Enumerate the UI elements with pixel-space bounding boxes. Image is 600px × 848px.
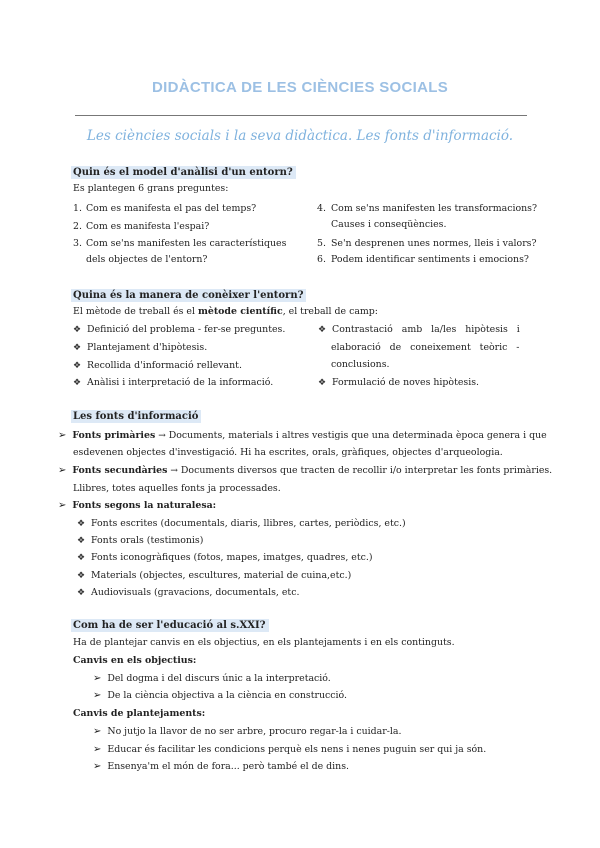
arrow-bullet-icon: ➢ bbox=[93, 673, 102, 684]
primary-sources-item bbox=[58, 430, 547, 442]
list-item bbox=[77, 518, 406, 530]
list-item-text: De la ciència objectiva a la ciència en construcció. bbox=[107, 690, 347, 701]
arrow-bullet-icon: ➢ bbox=[93, 744, 102, 755]
title-divider bbox=[75, 115, 527, 116]
list-item-text: Plantejament d'hipòtesis. bbox=[87, 342, 208, 353]
list-item bbox=[77, 535, 203, 547]
list-item-text-continued: conclusions. bbox=[331, 359, 390, 370]
section-heading-education: Com ha de ser l'educació al s.XXI? bbox=[71, 619, 269, 632]
secondary-sources-text-continued: Llibres, totes aquelles fonts ja processades. bbox=[73, 483, 281, 494]
arrow-bullet-icon: ➢ bbox=[93, 761, 102, 772]
intro-text: El mètode de treball és el bbox=[73, 306, 198, 317]
list-item bbox=[93, 744, 486, 756]
item-number: 1. bbox=[73, 203, 82, 214]
secondary-sources-label: Fonts secundàries bbox=[72, 465, 168, 476]
intro-bold: mètode científic bbox=[197, 306, 283, 317]
list-item-text-continued: Causes i conseqüències. bbox=[331, 219, 447, 230]
list-item bbox=[77, 552, 373, 564]
list-item bbox=[93, 726, 402, 738]
list-item bbox=[318, 324, 520, 336]
section4-intro: Ha de plantejar canvis en els objectius, en els plantejaments i en els continguts. bbox=[73, 637, 455, 648]
list-item-text: Com se'ns manifesten les característiques bbox=[86, 238, 287, 249]
section-heading-method: Quina és la manera de conèixer l'entorn? bbox=[71, 289, 306, 302]
list-item-text: Anàlisi i interpretació de la informació. bbox=[87, 377, 274, 388]
diamond-icon: ❖ bbox=[318, 378, 327, 388]
section2-intro bbox=[73, 306, 378, 318]
item-number: 5. bbox=[317, 238, 326, 249]
arrow-bullet-icon: ➢ bbox=[93, 726, 102, 737]
list-item bbox=[93, 690, 347, 702]
primary-sources-label: Fonts primàries bbox=[72, 430, 156, 441]
list-item-text: Podem identificar sentiments i emocions? bbox=[331, 254, 529, 265]
secondary-sources-item bbox=[58, 465, 552, 477]
list-item-text-continued: dels objectes de l'entorn? bbox=[86, 254, 208, 265]
section-heading-model: Quin és el model d'anàlisi d'un entorn? bbox=[71, 166, 296, 179]
right-arrow-icon: → bbox=[170, 466, 178, 476]
section-heading-sources: Les fonts d'informació bbox=[71, 410, 201, 423]
list-item-text: Materials (objectes, escultures, material de cuina,etc.) bbox=[91, 570, 352, 581]
nature-sources-label: Fonts segons la naturalesa: bbox=[72, 500, 217, 511]
list-item-text-continued: elaboració de coneixement teòric - bbox=[331, 342, 520, 353]
list-item bbox=[93, 761, 349, 773]
diamond-icon: ❖ bbox=[73, 325, 82, 335]
list-item bbox=[318, 377, 479, 389]
list-item-text: Com se'ns manifesten les transformacions? bbox=[331, 203, 537, 214]
list-item-text: Definició del problema - fer-se preguntes. bbox=[87, 324, 286, 335]
list-item-text: Contrastació amb la/les hipòtesis i bbox=[332, 324, 520, 335]
list-item-text: Del dogma i del discurs únic a la interpretació. bbox=[107, 673, 331, 684]
item-number: 6. bbox=[317, 254, 326, 265]
secondary-sources-text: Documents diversos que tracten de recollir i/o interpretar les fonts primàries. bbox=[177, 465, 553, 476]
list-item-text: No jutjo la llavor de no ser arbre, procuro regar-la i cuidar-la. bbox=[107, 726, 402, 737]
list-item-text: Educar és facilitar les condicions perquè els nens i nenes puguin ser qui ja són. bbox=[107, 744, 487, 755]
list-item-text: Com es manifesta l'espai? bbox=[86, 221, 210, 232]
item-number: 2. bbox=[73, 221, 82, 232]
list-item-text: Se'n desprenen unes normes, lleis i valors? bbox=[331, 238, 537, 249]
diamond-icon: ❖ bbox=[73, 343, 82, 353]
right-arrow-icon: → bbox=[158, 431, 166, 441]
item-number: 3. bbox=[73, 238, 82, 249]
list-item bbox=[93, 673, 331, 685]
list-item-text: Ensenya'm el món de fora... però també el de dins. bbox=[107, 761, 349, 772]
diamond-icon: ❖ bbox=[77, 553, 86, 563]
approaches-subheading: Canvis de plantejaments: bbox=[73, 708, 206, 719]
diamond-icon: ❖ bbox=[77, 571, 86, 581]
nature-sources-item bbox=[58, 500, 216, 512]
intro-text-end: , el treball de camp: bbox=[282, 306, 378, 317]
list-item bbox=[77, 587, 299, 599]
arrow-bullet-icon: ➢ bbox=[58, 465, 67, 476]
diamond-icon: ❖ bbox=[73, 361, 82, 371]
diamond-icon: ❖ bbox=[77, 536, 86, 546]
list-item bbox=[73, 377, 273, 389]
list-item-text: Formulació de noves hipòtesis. bbox=[332, 377, 479, 388]
document-subtitle: Les ciències socials i la seva didàctica. Les fonts d'informació. bbox=[86, 128, 514, 144]
arrow-bullet-icon: ➢ bbox=[58, 430, 67, 441]
list-item-text: Audiovisuals (gravacions, documentals, etc. bbox=[91, 587, 300, 598]
diamond-icon: ❖ bbox=[77, 588, 86, 598]
primary-sources-text-continued: esdevenen objectes d'investigació. Hi ha escrites, orals, gràfiques, objectes d'arqueologia. bbox=[73, 447, 503, 458]
arrow-bullet-icon: ➢ bbox=[93, 690, 102, 701]
list-item-text: Recollida d'informació rellevant. bbox=[87, 360, 242, 371]
list-item bbox=[73, 342, 207, 354]
objectives-subheading: Canvis en els objectius: bbox=[73, 655, 197, 666]
list-item bbox=[73, 324, 285, 336]
document-title: DIDÀCTICA DE LES CIÈNCIES SOCIALS bbox=[151, 79, 449, 96]
diamond-icon: ❖ bbox=[77, 519, 86, 529]
list-item-text: Fonts escrites (documentals, diaris, llibres, cartes, periòdics, etc.) bbox=[91, 518, 406, 529]
primary-sources-text: Documents, materials i altres vestigis que una determinada època genera i que bbox=[165, 430, 547, 441]
list-item-text: Fonts orals (testimonis) bbox=[91, 535, 204, 546]
diamond-icon: ❖ bbox=[73, 378, 82, 388]
list-item bbox=[73, 360, 242, 372]
list-item-text: Com es manifesta el pas del temps? bbox=[86, 203, 257, 214]
item-number: 4. bbox=[317, 203, 326, 214]
arrow-bullet-icon: ➢ bbox=[58, 500, 67, 511]
list-item bbox=[77, 570, 351, 582]
list-item bbox=[73, 203, 82, 215]
section1-intro: Es plantegen 6 grans preguntes: bbox=[73, 183, 229, 194]
diamond-icon: ❖ bbox=[318, 325, 327, 335]
list-item-text: Fonts iconogràfiques (fotos, mapes, imatges, quadres, etc.) bbox=[91, 552, 373, 563]
